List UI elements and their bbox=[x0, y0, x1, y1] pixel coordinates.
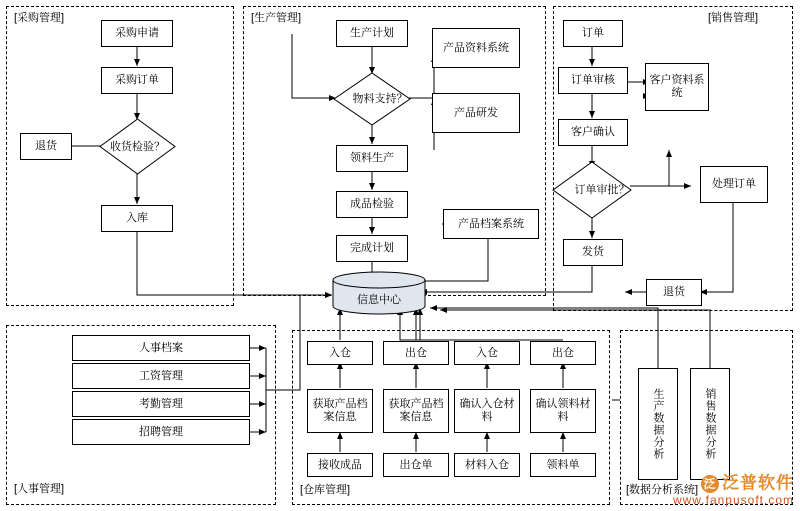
node-production-data-analysis[interactable]: 生产数据分析 bbox=[638, 368, 678, 480]
node-receive-check[interactable] bbox=[100, 119, 175, 174]
node-info-center[interactable] bbox=[333, 272, 425, 314]
group-hr-label: [人事管理] bbox=[14, 483, 65, 495]
node-order[interactable]: 订单 bbox=[563, 20, 623, 47]
node-product-info-system[interactable]: 产品资料系统 bbox=[432, 28, 520, 68]
node-confirm-pick-material[interactable]: 确认领料材料 bbox=[530, 389, 596, 433]
group-analysis-label: [数据分析系统] bbox=[626, 484, 699, 496]
node-order-approve[interactable] bbox=[553, 162, 631, 218]
group-warehouse-label: [仓库管理] bbox=[300, 484, 351, 496]
node-order-approve-label: 订单审批？ bbox=[574, 184, 630, 196]
group-purchase-label: [采购管理] bbox=[14, 12, 65, 24]
node-process-order[interactable]: 处理订单 bbox=[700, 166, 768, 203]
node-customer-confirm[interactable]: 客户确认 bbox=[558, 119, 628, 146]
node-receive-check-label: 收货检验？ bbox=[110, 140, 165, 153]
node-out-warehouse-1[interactable]: 出仓 bbox=[383, 341, 449, 365]
node-material-in-form[interactable]: 材料入仓 bbox=[454, 453, 520, 477]
node-pick-form[interactable]: 领料单 bbox=[530, 453, 596, 477]
watermark-brand bbox=[673, 475, 794, 493]
node-product-rd[interactable]: 产品研发 bbox=[432, 93, 520, 133]
node-return-goods[interactable]: 退货 bbox=[20, 133, 72, 160]
node-production-plan[interactable]: 生产计划 bbox=[336, 20, 408, 47]
node-pick-material[interactable]: 领料生产 bbox=[336, 145, 408, 172]
node-finish-plan[interactable]: 完成计划 bbox=[336, 235, 408, 262]
node-get-product-archive-1[interactable]: 获取产品档案信息 bbox=[307, 389, 373, 433]
node-attendance-manage[interactable]: 考勤管理 bbox=[72, 391, 250, 417]
node-in-warehouse-2[interactable]: 入仓 bbox=[454, 341, 520, 365]
node-purchase-order[interactable]: 采购订单 bbox=[101, 67, 173, 94]
group-sales-label: [销售管理] bbox=[708, 12, 759, 24]
node-material-support[interactable] bbox=[334, 73, 410, 125]
node-receive-finished[interactable]: 接收成品 bbox=[307, 453, 373, 477]
node-info-center-label: 信息中心 bbox=[357, 294, 401, 306]
node-confirm-in-material[interactable]: 确认入仓材料 bbox=[454, 389, 520, 433]
node-customer-info-system[interactable]: 客户资料系统 bbox=[645, 63, 709, 111]
node-sales-return[interactable]: 退货 bbox=[646, 279, 702, 306]
node-product-archive-system[interactable]: 产品档案系统 bbox=[443, 209, 539, 239]
node-get-product-archive-2[interactable]: 获取产品档案信息 bbox=[383, 389, 449, 433]
node-deliver[interactable]: 发货 bbox=[563, 239, 623, 266]
group-production-label: [生产管理] bbox=[251, 12, 302, 24]
node-hr-archive[interactable]: 人事档案 bbox=[72, 335, 250, 361]
node-finished-check[interactable]: 成品检验 bbox=[336, 191, 408, 218]
node-sales-data-analysis[interactable]: 销售数据分析 bbox=[690, 368, 730, 480]
node-purchase-request[interactable]: 采购申请 bbox=[101, 20, 173, 47]
brand-logo-icon: 泛 bbox=[701, 475, 719, 493]
watermark-brand-text: 泛普软件 bbox=[722, 473, 794, 493]
node-out-warehouse-2[interactable]: 出仓 bbox=[530, 341, 596, 365]
node-material-support-label: 物料支持？ bbox=[352, 93, 408, 105]
watermark-site: www.fanpusoft.com bbox=[672, 493, 794, 507]
node-stock-in[interactable]: 入库 bbox=[101, 205, 173, 232]
node-order-review[interactable]: 订单审核 bbox=[558, 67, 628, 94]
node-in-warehouse-1[interactable]: 入仓 bbox=[307, 341, 373, 365]
node-recruit-manage[interactable]: 招聘管理 bbox=[72, 419, 250, 445]
watermark bbox=[673, 475, 794, 507]
node-salary-manage[interactable]: 工资管理 bbox=[72, 363, 250, 389]
node-out-warehouse-form[interactable]: 出仓单 bbox=[383, 453, 449, 477]
